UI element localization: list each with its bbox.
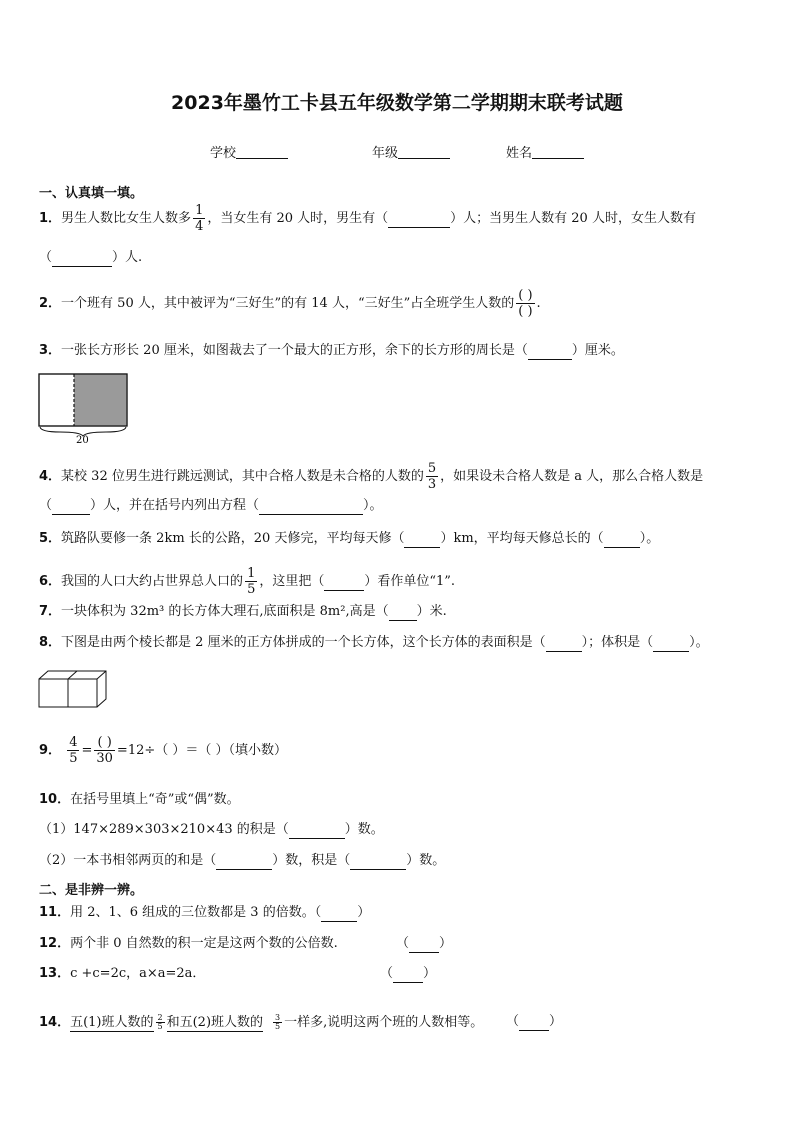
question-10: 10．在括号里填上“奇”或“偶”数。 [39,792,240,807]
question-9: 9． $\frac{4}{5}$ = $\frac{( )}{30}$ =12÷（ ）＝（ ）（填小数） [39,735,288,766]
answer-blank[interactable] [52,498,90,515]
school-blank[interactable] [236,145,288,159]
name-blank[interactable] [532,145,584,159]
grade-label: 年级 [372,146,399,161]
question-12-answer: （ ） [396,936,453,951]
question-4-cont: （ ）人，并在括号内列出方程（ ）。 [39,498,383,513]
school-field [210,142,288,161]
name-label: 姓名 [506,146,533,161]
fraction: $\frac{1}{4}$ [195,203,204,234]
question-number: 1． [39,211,62,226]
answer-blank[interactable] [52,250,112,267]
question-number: 2． [39,296,62,311]
question-2: 2．一个班有 50 人，其中被评为“三好生”的有 14 人，“三好生”占全班学生人数的 $\frac{( )}{( )}$ . [39,288,541,319]
question-10-part-2: （2）一本书相邻两页的和是（ ）数，积是（ ）数。 [39,853,446,868]
section-2-heading: 二、是非辨一辨。 [39,883,144,898]
question-6: 6．我国的人口大约占世界总人口的 $\frac{1}{5}$ ，这里把（ ）看作单位“1”. [39,566,456,597]
question-12: 12．两个非 0 自然数的积一定是这两个数的公倍数. [39,936,338,951]
question-number: 6． [39,574,62,589]
answer-blank[interactable] [350,853,406,870]
rectangle-figure [36,372,132,444]
question-number: 13． [39,966,71,981]
question-number: 9． [39,743,62,758]
question-13: 13．c +c=2c，a×a=2a． [39,966,206,981]
section-1-heading: 一、认真填一填。 [39,186,144,201]
question-10-part-1: （1）147×289×303×210×43 的积是（ ）数。 [39,822,384,837]
school-label: 学校 [210,146,237,161]
fraction: $\frac{1}{5}$ [247,566,256,597]
fraction-blank[interactable]: $\frac{( )}{( )}$ [518,288,533,319]
question-number: 3． [39,343,62,358]
question-7: 7．一块体积为 32m³ 的长方体大理石,底面积是 8m²,高是（ ）米. [39,604,447,619]
answer-blank[interactable] [389,604,417,621]
fraction: $\frac{3}{5}$ [275,1013,281,1031]
question-number: 5． [39,531,62,546]
question-8: 8．下图是由两个棱长都是 2 厘米的正方体拼成的一个长方体，这个长方体的表面积是（ ）；体积是（ ）。 [39,635,709,650]
figure-label: 20 [76,435,89,444]
name-field [506,142,584,161]
question-number: 8． [39,635,62,650]
question-4: 4．某校 32 位男生进行跳远测试，其中合格人数是未合格的人数的 $\frac{5}{3}$ ，如果设未合格人数是 a 人，那么合格人数是 [39,461,704,492]
answer-blank[interactable] [216,853,272,870]
cuboid-figure [38,670,110,710]
equation-blank[interactable] [259,498,363,515]
question-number: 14． [39,1015,71,1030]
answer-blank[interactable] [404,531,440,548]
question-13-answer: （ ） [380,966,437,981]
answer-blank[interactable] [324,574,364,591]
fraction: $\frac{4}{5}$ [69,735,78,766]
fraction: $\frac{2}{5}$ [157,1013,163,1031]
question-5: 5．筑路队要修一条 2km 长的公路，20 天修完，平均每天修（ ）km，平均每天修总长的（ ）。 [39,531,660,546]
fraction: $\frac{5}{3}$ [427,461,437,492]
fraction-blank[interactable]: $\frac{( )}{30}$ [96,735,113,766]
answer-blank[interactable] [321,905,357,922]
answer-blank[interactable] [546,635,582,652]
question-1-cont: （ ）人. [39,250,143,265]
answer-blank[interactable] [409,936,439,953]
answer-blank[interactable] [289,822,345,839]
answer-blank[interactable] [388,211,450,228]
answer-blank[interactable] [393,966,423,983]
grade-blank[interactable] [398,145,450,159]
question-number: 12． [39,936,71,951]
question-number: 10． [39,792,71,807]
question-number: 7． [39,604,62,619]
question-number: 4． [39,469,62,484]
question-11: 11．用 2、1、6 组成的三位数都是 3 的倍数。（ ） [39,905,371,920]
question-1: 1．男生人数比女生人数多 $\frac{1}{4}$ ，当女生有 20 人时，男生有（ ）人；当男生人数有 20 人时，女生人数有 [39,203,696,234]
answer-blank[interactable] [604,531,640,548]
question-number: 11． [39,905,71,920]
grade-field [372,142,450,161]
answer-blank[interactable] [528,343,572,360]
question-14: 14．五(1)班人数的 $\frac{2}{5}$ 和五(2)班人数的 $\frac{3}{5}$ 一样多,说明这两个班的人数相等。 [39,1013,484,1031]
answer-blank[interactable] [653,635,689,652]
answer-blank[interactable] [519,1014,549,1031]
question-14-answer: （ ） [506,1014,563,1029]
question-3: 3．一张长方形长 20 厘米，如图裁去了一个最大的正方形，余下的长方形的周长是（ ）厘米。 [39,343,624,358]
page-title: 2023年墨竹工卡县五年级数学第二学期期末联考试题 [171,92,623,114]
